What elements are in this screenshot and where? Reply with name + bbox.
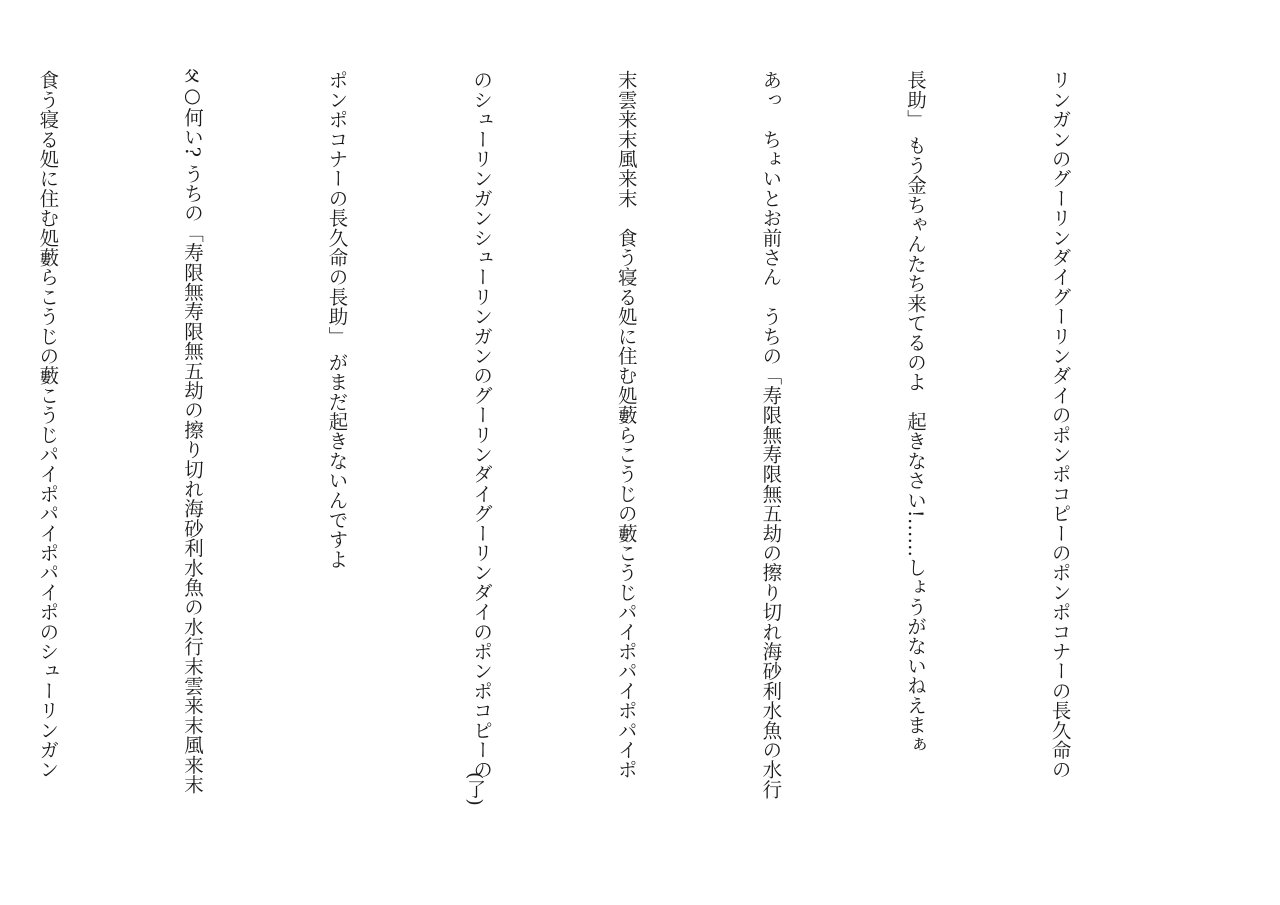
line-text: ポンポコナーの長久命の長助」 がまだ起きないんですよ [325, 70, 349, 569]
line-text: 何い? うちの「寿限無寿限無五劫の擦り切れ海砂利水魚の水行末雲来末風来末 [180, 107, 204, 795]
line-text: 長助」 もう金ちゃんたち来てるのよ 起きなさい!……しょうがないねえまぁ [903, 70, 927, 755]
script-line [457, 70, 505, 830]
script-text [0, 70, 1180, 830]
line-text: リンガンのグーリンダイグーリンダイのポンポコピーのポンポコナーの長久命の [1048, 70, 1072, 780]
speaker-label: 父 [184, 70, 199, 84]
script-line [312, 70, 360, 830]
script-line [891, 70, 939, 830]
line-text: 末雲来末風来末 食う寝る処に住む処藪らこうじの藪こうじパイポパイポパイポ [614, 70, 638, 780]
line-text: 食う寝る処に住む処藪らこうじの藪こうじパイポパイポパイポのシューリンガン [36, 70, 60, 780]
script-line [23, 70, 71, 830]
end-mark: (了) [464, 772, 486, 806]
line-text: あっ ちょいとお前さん うちの「寿限無寿限無五劫の擦り切れ海砂利水魚の水行 [759, 70, 783, 799]
script-line [746, 70, 794, 830]
script-line [602, 70, 650, 830]
line-text: のシューリンガンシューリンガンのグーリンダイグーリンダイのポンポコピーの [470, 70, 494, 780]
script-line [168, 70, 216, 830]
script-line [1035, 70, 1083, 830]
speaker-mark: ○ [180, 84, 204, 108]
